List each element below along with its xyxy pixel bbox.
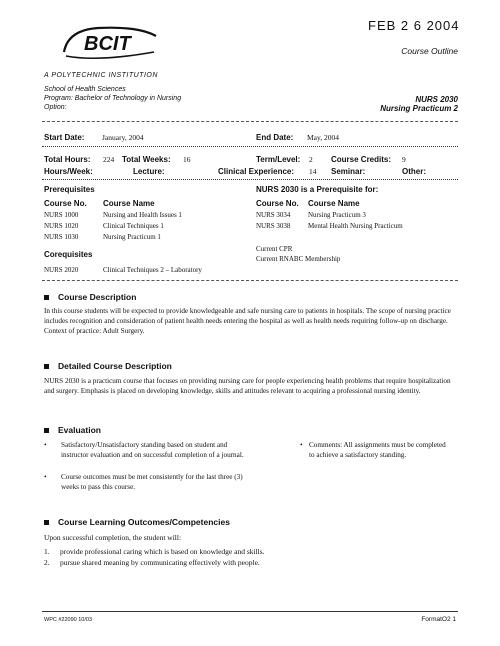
clinical-experience-value: 14 [309,167,317,176]
bullet-dot-icon: • [44,441,47,449]
evaluation-item [44,473,254,492]
square-bullet-icon [44,520,49,525]
header-divider [42,121,458,122]
course-title: Nursing Practicum 2 [380,104,458,113]
prereq-for-row-name: Mental Health Nursing Practicum [308,222,403,230]
school-name: School of Health Sciences [44,86,126,93]
prereq-for-col-course-name: Course Name [308,199,360,208]
received-stamp: FEB 2 6 2004 [368,18,460,33]
bcit-logo [58,22,168,66]
evaluation-heading [44,425,101,435]
total-weeks-value: 16 [183,155,191,164]
coreq-row-name: Clinical Techniques 2 – Laboratory [103,266,202,274]
footer-divider [42,611,458,612]
detailed-description-heading [44,361,172,371]
square-bullet-icon [44,364,49,369]
outcome-number: 2. [44,558,50,567]
requirement-note: Current CPR [256,245,293,253]
end-date-value: May, 2004 [307,133,340,142]
outcome-text: pursue shared meaning by communicating effectively with people. [60,558,260,567]
prereq-row-no: NURS 1030 [44,233,79,241]
outcomes-intro: Upon successful completion, the student will: [44,533,182,542]
start-date-label: Start Date: [44,133,85,142]
lecture-label: Lecture: [133,167,165,176]
logo-text: BCIT [84,33,131,55]
outcome-text: provide professional caring which is based on knowledge and skills. [60,547,265,556]
square-bullet-icon [44,428,49,433]
section-title: Detailed Course Description [58,361,172,371]
section-title: Evaluation [58,425,101,435]
seminar-label: Seminar: [331,167,366,176]
prereq-for-row-no: NURS 3038 [256,222,291,230]
prereq-for-row-no: NURS 3034 [256,211,291,219]
prereq-row-name: Nursing and Health Issues 1 [103,211,182,219]
prereq-for-row-name: Nursing Practicum 3 [308,211,366,219]
bullet-dot-icon: • [44,473,47,481]
evaluation-item [300,441,450,460]
course-description-text: In this course students will be expected to provide knowledgeable and safe nursing care to patients in hospitals. The scope of nursing practice includes recognition and consideration of patient health needs entering the hospital as well as health needs requiring follow-up on discharge. Context of practice: Adult Surgery. [44,307,451,335]
prereq-row-name: Nursing Practicum 1 [103,233,161,241]
detailed-description-text: NURS 2030 is a practicum course that focuses on providing nursing care for people experiencing health problems that require hospitalization and surgery. Emphasis is placed on developing knowledge, skills and attitudes relevant to acquiring a professional nursing identity. [44,377,451,395]
other-label: Other: [402,167,426,176]
program-name: Program: Bachelor of Technology in Nursing [44,95,182,102]
prereq-row-no: NURS 1020 [44,222,79,230]
evaluation-item-text: Satisfactory/Unsatisfactory standing based on student and instructor evaluation and on successful completion of a journal. [61,441,244,459]
clinical-experience-label: Clinical Experience: [218,167,295,176]
end-date-label: End Date: [256,133,294,142]
footer-left: WPC #22090 10/03 [44,617,93,623]
corequisites-title: Corequisites [44,250,93,259]
section-title: Course Description [58,292,137,302]
prereq-col-course-name: Course Name [103,199,155,208]
course-credits-value: 9 [402,155,406,164]
total-hours-label: Total Hours: [44,155,91,164]
start-date-value: January, 2004 [102,133,144,142]
prereq-row-name: Clinical Techniques 1 [103,222,164,230]
bullet-dot-icon: • [300,441,303,449]
outcome-number: 1. [44,547,50,556]
prerequisites-title: Prerequisites [44,185,95,194]
coreq-row-no: NURS 2020 [44,266,79,274]
details-divider-2 [42,179,458,180]
footer-right: FormatO2 1 [421,616,456,623]
prereq-for-col-course-no: Course No. [256,199,299,208]
prereq-row-no: NURS 1000 [44,211,79,219]
course-credits-label: Course Credits: [331,155,392,164]
hours-week-label: Hours/Week: [44,167,93,176]
details-divider [42,146,458,147]
evaluation-item [44,441,254,460]
course-description-heading [44,292,136,302]
prereq-divider [42,280,458,281]
requirement-note: Current RNABC Membership [256,255,341,263]
total-weeks-label: Total Weeks: [122,155,171,164]
learning-outcomes-heading [44,517,230,527]
prerequisite-for-title: NURS 2030 is a Prerequisite for: [256,185,379,194]
evaluation-item-text: Comments: All assignments must be completed to achieve a satisfactory standing. [309,441,446,459]
prereq-col-course-no: Course No. [44,199,87,208]
square-bullet-icon [44,295,49,300]
institution-tagline: A POLYTECHNIC INSTITUTION [44,72,158,79]
section-title: Course Learning Outcomes/Competencies [58,517,230,527]
program-option: Option: [44,104,67,111]
course-code: NURS 2030 [415,95,458,104]
evaluation-item-text: Course outcomes must be met consistently for the last three (3) weeks to pass this course. [61,473,243,491]
total-hours-value: 224 [103,155,115,164]
document-type: Course Outline [401,46,458,56]
term-level-value: 2 [309,155,313,164]
term-level-label: Term/Level: [256,155,301,164]
